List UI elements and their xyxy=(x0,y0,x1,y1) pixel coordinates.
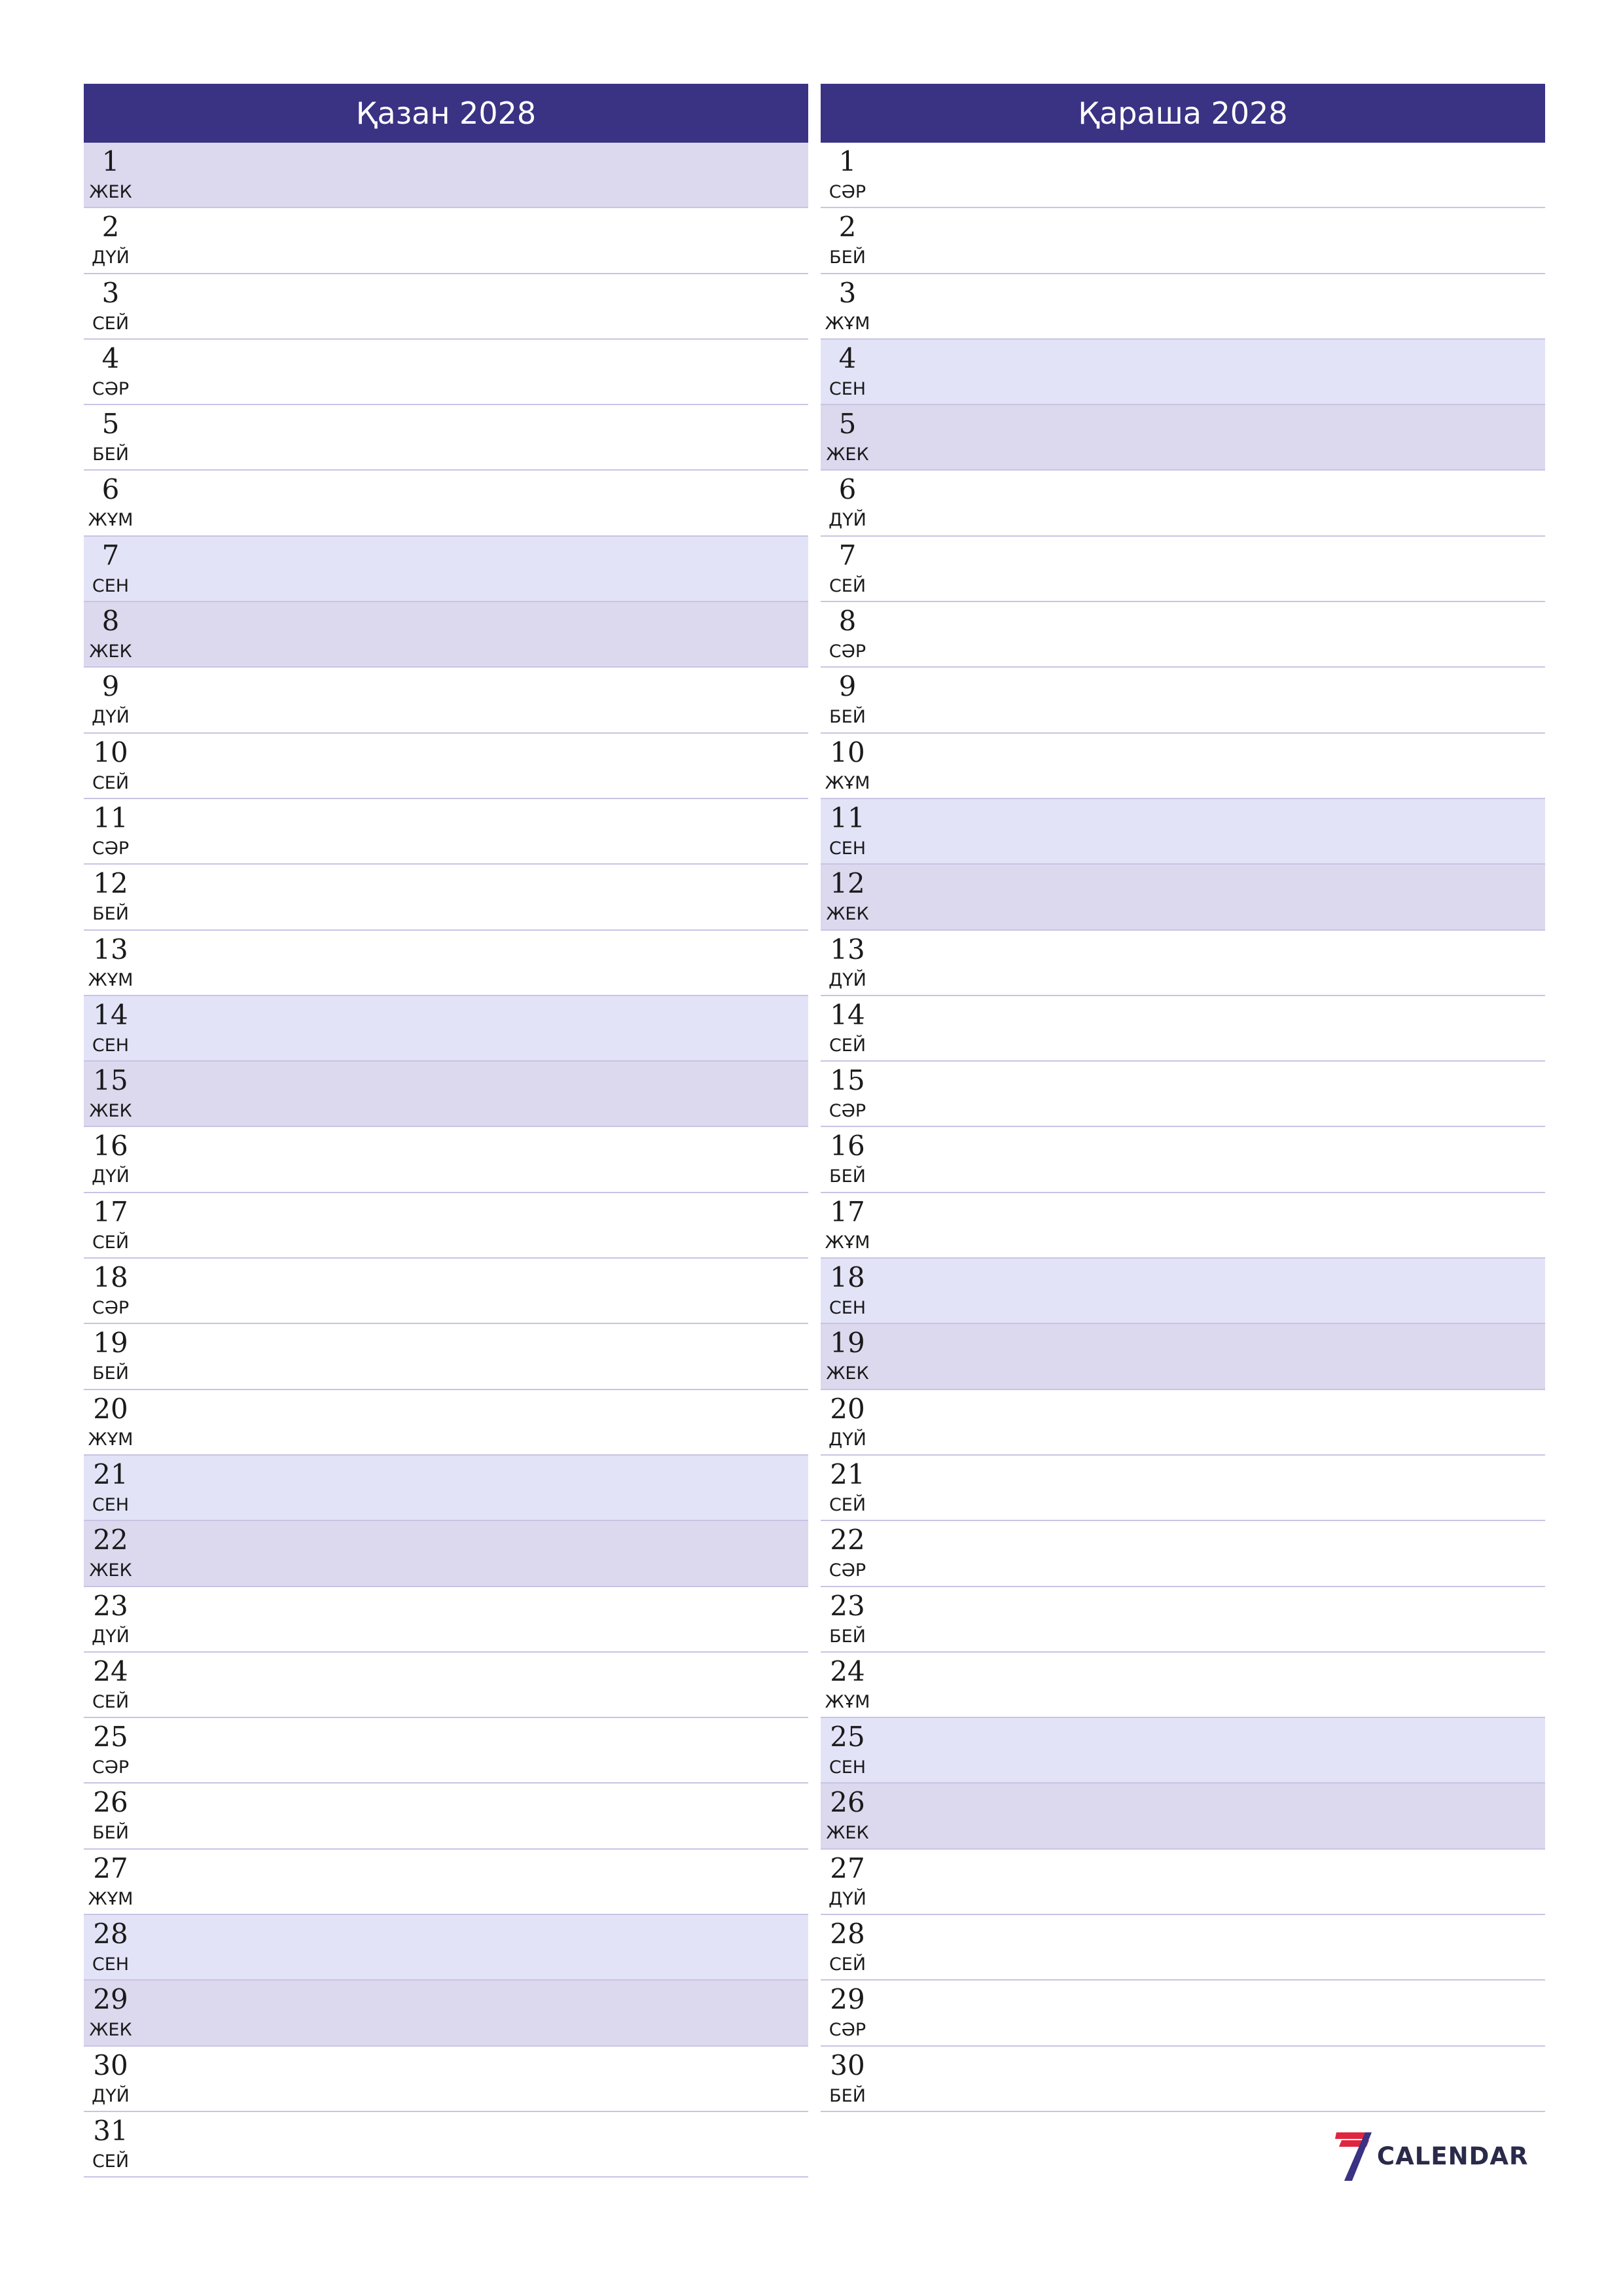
day-number: 1 xyxy=(838,145,857,177)
weekday-label: БЕЙ xyxy=(829,707,866,728)
weekday-label: ЖЕК xyxy=(89,1101,132,1122)
day-number: 21 xyxy=(830,1458,865,1490)
day-row[interactable] xyxy=(821,1259,1545,1324)
weekday-label: СЕН xyxy=(829,838,866,859)
weekday-label: СЕН xyxy=(829,1298,866,1319)
day-number: 27 xyxy=(830,1852,865,1884)
day-row[interactable] xyxy=(821,1981,1545,2046)
day-row[interactable] xyxy=(821,1062,1545,1127)
weekday-label: СӘР xyxy=(829,2020,866,2041)
weekday-label: БЕЙ xyxy=(829,1166,866,1187)
day-number: 9 xyxy=(101,670,120,703)
weekday-label: ДҮЙ xyxy=(92,707,130,728)
day-number: 10 xyxy=(93,736,128,768)
weekday-label: СӘР xyxy=(92,1757,130,1778)
day-number: 12 xyxy=(93,867,128,900)
day-number: 7 xyxy=(101,539,120,571)
day-row[interactable] xyxy=(84,1127,808,1193)
day-number: 18 xyxy=(93,1261,128,1294)
day-number: 3 xyxy=(101,276,120,309)
day-number: 26 xyxy=(93,1786,128,1819)
weekday-label: СЕН xyxy=(92,1035,130,1056)
weekday-label: ДҮЙ xyxy=(92,1626,130,1647)
day-number: 30 xyxy=(830,2049,865,2081)
weekday-label: БЕЙ xyxy=(92,904,129,925)
day-number: 16 xyxy=(830,1130,865,1162)
day-row[interactable] xyxy=(84,931,808,996)
weekday-label: ЖҰМ xyxy=(88,1429,134,1450)
day-row[interactable] xyxy=(84,1259,808,1324)
day-number: 10 xyxy=(830,736,865,768)
day-number: 5 xyxy=(101,408,120,440)
weekday-label: ДҮЙ xyxy=(92,2085,130,2106)
day-number: 9 xyxy=(838,670,857,703)
day-row[interactable] xyxy=(84,471,808,536)
day-number: 8 xyxy=(101,605,120,637)
day-row[interactable] xyxy=(84,1193,808,1259)
day-row[interactable] xyxy=(84,1324,808,1390)
day-number: 14 xyxy=(93,998,128,1031)
weekday-label: ЖҰМ xyxy=(88,969,134,990)
month-october xyxy=(84,84,808,2178)
day-number: 23 xyxy=(93,1589,128,1622)
day-row[interactable] xyxy=(821,1784,1545,1849)
weekday-label: СӘР xyxy=(829,641,866,662)
day-row[interactable] xyxy=(821,1718,1545,1784)
day-row[interactable] xyxy=(84,143,808,208)
day-row[interactable] xyxy=(84,274,808,340)
day-row[interactable] xyxy=(821,1324,1545,1390)
day-number: 13 xyxy=(93,933,128,965)
weekday-label: СЕЙ xyxy=(92,313,130,334)
weekday-label: ДҮЙ xyxy=(829,1888,866,1909)
day-number: 7 xyxy=(838,539,857,571)
weekday-label: БЕЙ xyxy=(829,1626,866,1647)
day-number: 12 xyxy=(830,867,865,900)
day-row[interactable] xyxy=(821,1850,1545,1915)
weekday-label: БЕЙ xyxy=(92,1363,129,1384)
day-number: 24 xyxy=(830,1655,865,1687)
day-row[interactable] xyxy=(84,1521,808,1587)
day-list xyxy=(84,143,808,2178)
weekday-label: ЖҰМ xyxy=(825,1232,870,1253)
day-row[interactable] xyxy=(84,996,808,1062)
weekday-label: СЕЙ xyxy=(829,1494,866,1515)
day-number: 28 xyxy=(93,1918,128,1950)
day-number: 18 xyxy=(830,1261,865,1294)
weekday-label: СЕН xyxy=(829,378,866,399)
day-number: 14 xyxy=(830,998,865,1031)
day-row[interactable] xyxy=(84,668,808,733)
day-row[interactable] xyxy=(821,1456,1545,1521)
day-number: 25 xyxy=(830,1721,865,1753)
day-number: 5 xyxy=(838,408,857,440)
month-title: Қазан 2028 xyxy=(84,84,808,143)
weekday-label: СЕЙ xyxy=(92,1232,130,1253)
weekday-label: ЖҰМ xyxy=(825,1691,870,1712)
day-row[interactable] xyxy=(821,1193,1545,1259)
weekday-label: ЖҰМ xyxy=(825,772,870,793)
day-row[interactable] xyxy=(821,471,1545,536)
day-row[interactable] xyxy=(821,1915,1545,1981)
day-row[interactable] xyxy=(821,405,1545,471)
day-number: 30 xyxy=(93,2049,128,2081)
day-row[interactable] xyxy=(84,340,808,405)
weekday-label: ДҮЙ xyxy=(92,247,130,268)
weekday-label: БЕЙ xyxy=(92,444,129,465)
day-row[interactable] xyxy=(821,1390,1545,1456)
day-number: 21 xyxy=(93,1458,128,1490)
seven-logo-icon xyxy=(1335,2130,1372,2182)
day-number: 20 xyxy=(830,1392,865,1425)
weekday-label: ЖҰМ xyxy=(825,313,870,334)
weekday-label: СЕН xyxy=(92,1494,130,1515)
day-row[interactable] xyxy=(84,1981,808,2046)
weekday-label: СӘР xyxy=(92,1298,130,1319)
weekday-label: СӘР xyxy=(92,838,130,859)
weekday-label: ЖЕК xyxy=(89,1560,132,1581)
day-number: 27 xyxy=(93,1852,128,1884)
day-row[interactable] xyxy=(84,799,808,865)
day-row[interactable] xyxy=(821,143,1545,208)
day-number: 3 xyxy=(838,276,857,309)
day-row[interactable] xyxy=(84,1718,808,1784)
day-number: 4 xyxy=(101,342,120,374)
day-number: 25 xyxy=(93,1721,128,1753)
day-row[interactable] xyxy=(84,405,808,471)
weekday-label: ЖЕК xyxy=(826,1823,869,1844)
day-number: 20 xyxy=(93,1392,128,1425)
day-row[interactable] xyxy=(84,2112,808,2178)
day-number: 23 xyxy=(830,1589,865,1622)
weekday-label: СЕН xyxy=(92,575,130,596)
day-row[interactable] xyxy=(84,734,808,799)
weekday-label: ДҮЙ xyxy=(829,510,866,531)
weekday-label: ЖЕК xyxy=(826,1363,869,1384)
day-number: 29 xyxy=(93,1983,128,2016)
day-row[interactable] xyxy=(84,1784,808,1849)
day-row[interactable] xyxy=(821,602,1545,668)
day-number: 2 xyxy=(838,211,857,243)
day-row[interactable] xyxy=(84,1456,808,1521)
day-row[interactable] xyxy=(821,734,1545,799)
weekday-label: ЖЕК xyxy=(826,444,869,465)
day-number: 17 xyxy=(93,1195,128,1228)
day-row[interactable] xyxy=(821,340,1545,405)
day-number: 19 xyxy=(93,1327,128,1359)
weekday-label: СЕН xyxy=(92,1954,130,1975)
weekday-label: СЕН xyxy=(829,1757,866,1778)
weekday-label: СЕЙ xyxy=(92,1691,130,1712)
day-row[interactable] xyxy=(84,1915,808,1981)
day-number: 15 xyxy=(93,1064,128,1097)
day-row[interactable] xyxy=(84,1653,808,1718)
day-number: 15 xyxy=(830,1064,865,1097)
day-row[interactable] xyxy=(821,1127,1545,1193)
day-row[interactable] xyxy=(84,865,808,930)
day-row[interactable] xyxy=(84,1390,808,1456)
day-row[interactable] xyxy=(84,1850,808,1915)
day-row[interactable] xyxy=(84,602,808,668)
day-row[interactable] xyxy=(821,931,1545,996)
day-row[interactable] xyxy=(821,2047,1545,2112)
day-number: 22 xyxy=(93,1524,128,1556)
day-row[interactable] xyxy=(84,2047,808,2112)
day-number: 22 xyxy=(830,1524,865,1556)
day-number: 19 xyxy=(830,1327,865,1359)
weekday-label: ЖЕК xyxy=(89,2020,132,2041)
month-title: Қараша 2028 xyxy=(821,84,1545,143)
weekday-label: БЕЙ xyxy=(829,2085,866,2106)
day-row[interactable] xyxy=(84,1062,808,1127)
day-list xyxy=(821,143,1545,2112)
weekday-label: СӘР xyxy=(829,1560,866,1581)
day-number: 26 xyxy=(830,1786,865,1819)
day-row[interactable] xyxy=(821,799,1545,865)
day-row[interactable] xyxy=(821,1521,1545,1587)
day-row[interactable] xyxy=(821,1653,1545,1718)
day-number: 13 xyxy=(830,933,865,965)
weekday-label: СӘР xyxy=(829,182,866,202)
weekday-label: СЕЙ xyxy=(92,772,130,793)
day-row[interactable] xyxy=(821,668,1545,733)
day-number: 8 xyxy=(838,605,857,637)
weekday-label: БЕЙ xyxy=(92,1823,129,1844)
weekday-label: СӘР xyxy=(829,1101,866,1122)
day-row[interactable] xyxy=(821,865,1545,930)
day-row[interactable] xyxy=(84,1587,808,1653)
weekday-label: ДҮЙ xyxy=(92,1166,130,1187)
weekday-label: ЖЕК xyxy=(89,641,132,662)
weekday-label: ЖЕК xyxy=(89,182,132,202)
day-number: 6 xyxy=(101,473,120,506)
day-number: 31 xyxy=(93,2114,128,2147)
day-row[interactable] xyxy=(821,537,1545,602)
weekday-label: СЕЙ xyxy=(829,1954,866,1975)
day-number: 28 xyxy=(830,1918,865,1950)
day-row[interactable] xyxy=(821,1587,1545,1653)
day-number: 17 xyxy=(830,1195,865,1228)
weekday-label: ЖҰМ xyxy=(88,1888,134,1909)
weekday-label: ДҮЙ xyxy=(829,1429,866,1450)
weekday-label: СӘР xyxy=(92,378,130,399)
day-row[interactable] xyxy=(821,996,1545,1062)
day-number: 16 xyxy=(93,1130,128,1162)
day-number: 24 xyxy=(93,1655,128,1687)
weekday-label: ЖЕК xyxy=(826,904,869,925)
month-november xyxy=(821,84,1545,2112)
weekday-label: СЕЙ xyxy=(829,1035,866,1056)
day-row[interactable] xyxy=(821,274,1545,340)
day-number: 29 xyxy=(830,1983,865,2016)
day-number: 4 xyxy=(838,342,857,374)
brand-logo xyxy=(1335,2130,1528,2182)
brand-text: CALENDAR xyxy=(1377,2142,1529,2170)
day-number: 6 xyxy=(838,473,857,506)
day-number: 11 xyxy=(830,801,865,834)
weekday-label: ДҮЙ xyxy=(829,969,866,990)
day-number: 2 xyxy=(101,211,120,243)
weekday-label: СЕЙ xyxy=(829,575,866,596)
day-number: 1 xyxy=(101,145,120,177)
weekday-label: СЕЙ xyxy=(92,2151,130,2172)
weekday-label: ЖҰМ xyxy=(88,510,134,531)
day-row[interactable] xyxy=(84,537,808,602)
day-row[interactable] xyxy=(821,208,1545,274)
weekday-label: БЕЙ xyxy=(829,247,866,268)
day-number: 11 xyxy=(93,801,128,834)
day-row[interactable] xyxy=(84,208,808,274)
